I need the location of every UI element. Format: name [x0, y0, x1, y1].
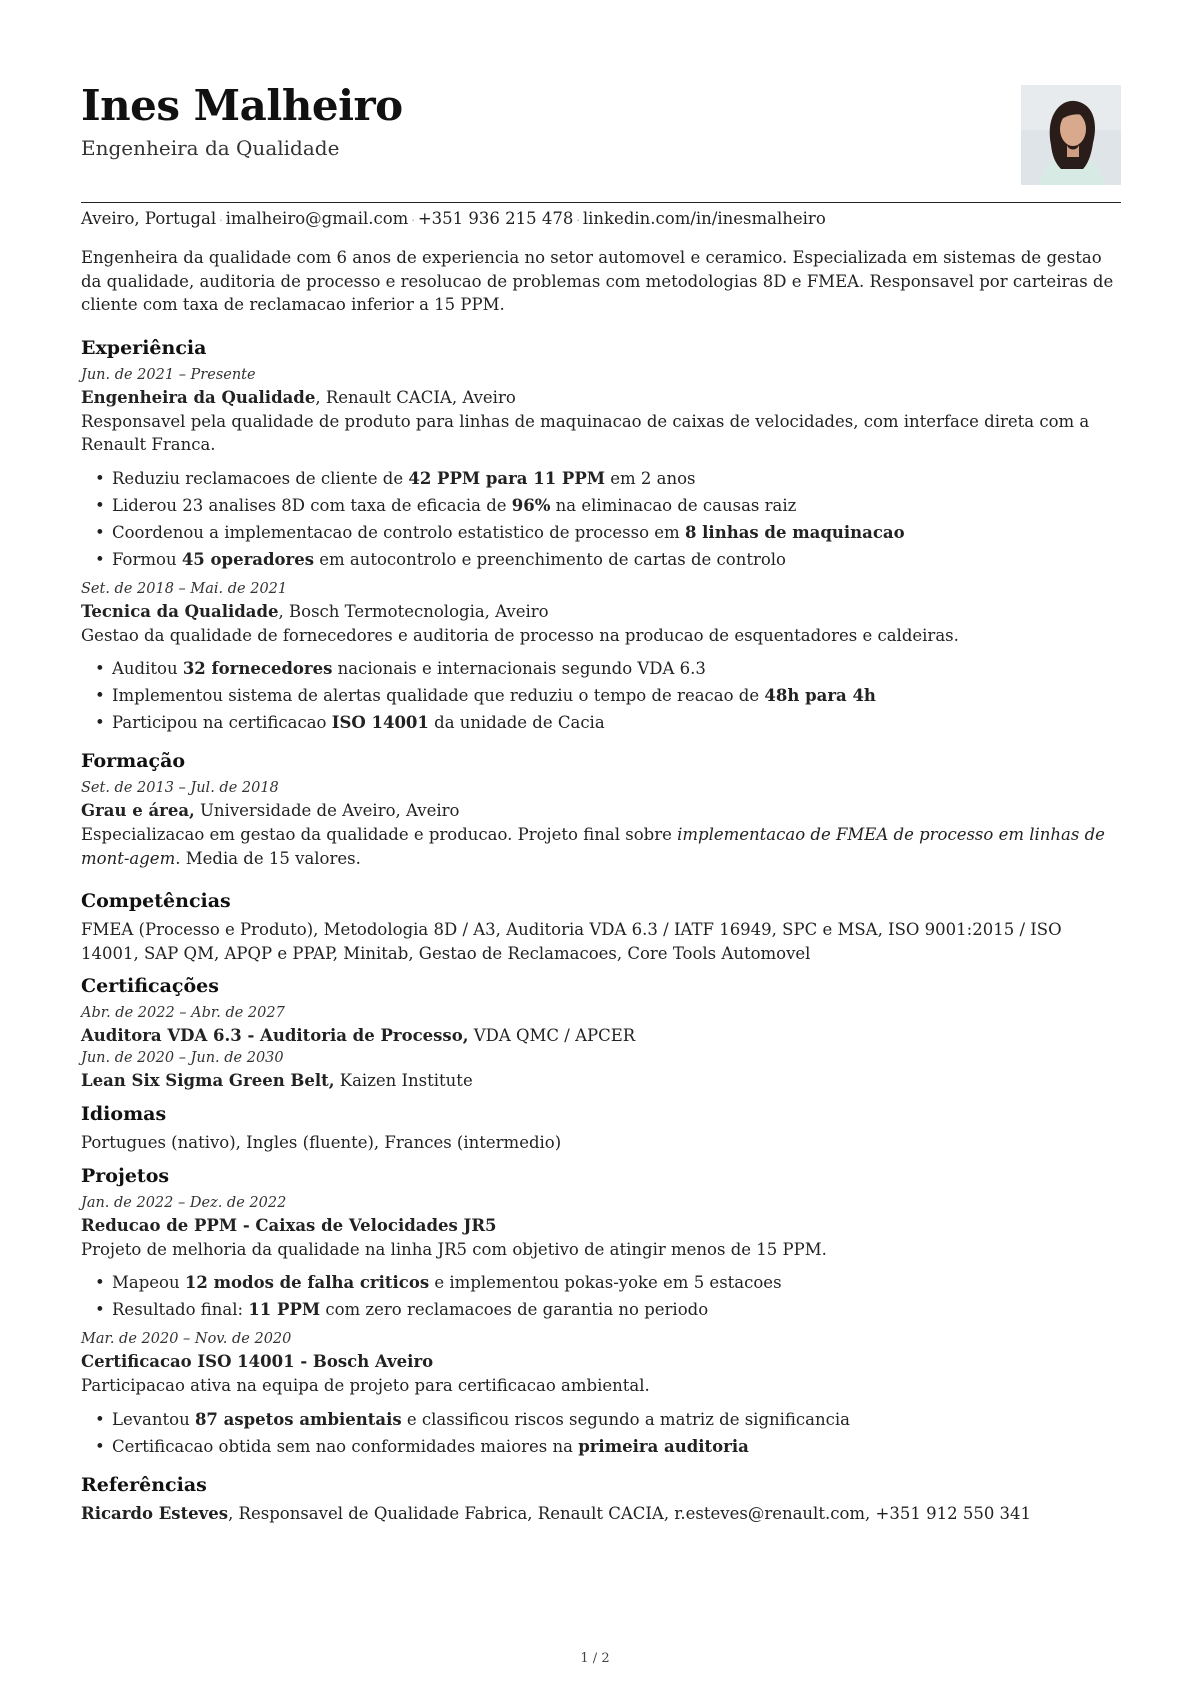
achievement-item: • Certificacao obtida sem nao conformidades maiores na primeira auditoria	[81, 1433, 1121, 1460]
entry-header	[81, 1068, 1121, 1093]
achievement-item: • Formou 45 operadores em autocontrolo e preenchimento de cartas de controlo	[81, 546, 1121, 573]
projects-section	[81, 1165, 1121, 1460]
professional-summary: Engenheira da qualidade com 6 anos de experiencia no setor automovel e ceramico. Especializada em sistemas de gestao da qualidade, auditoria de processo e resolucao de problemas com metodologias 8D e FMEA. Responsavel por carteiras de cliente com taxa de reclamacao inferior a 15 PPM.	[81, 248, 1114, 314]
entry-header	[81, 1023, 1121, 1048]
candidate-name: Ines Malheiro	[81, 81, 403, 130]
reference-entry	[81, 1502, 1121, 1526]
contact-location: Aveiro, Portugal	[81, 209, 217, 228]
entry-date: Mar. de 2020 – Nov. de 2020	[81, 1331, 292, 1347]
skills-list: FMEA (Processo e Produto), Metodologia 8D / A3, Auditoria VDA 6.3 / IATF 16949, SPC e MSA, ISO 9001:2015 / ISO 14001, SAP QM, APQP e PPAP, Minitab, Gestao de Reclamacoes, Core Tools Automovel	[81, 920, 1062, 963]
education-section	[81, 750, 1121, 870]
achievement-list	[81, 655, 1121, 736]
experience-entry	[81, 579, 1121, 737]
entry-description: Participacao ativa na equipa de projeto para certificacao ambiental.	[81, 1376, 650, 1395]
achievement-item: • Implementou sistema de alertas qualidade que reduziu o tempo de reacao de 48h para 4h	[81, 682, 1121, 709]
experience-section	[81, 337, 1121, 737]
achievement-item: • Liderou 23 analises 8D com taxa de eficacia de 96% na eliminacao de causas raiz	[81, 492, 1121, 519]
contact-line	[81, 209, 1121, 228]
certifications-heading: Certificações	[81, 975, 219, 997]
entry-date: Jun. de 2021 – Presente	[81, 366, 256, 383]
achievement-list	[81, 465, 1121, 573]
projects-heading: Projetos	[81, 1164, 170, 1187]
entry-header	[81, 599, 1121, 624]
job-role: Tecnica da Qualidade	[81, 601, 279, 621]
education-heading: Formação	[81, 750, 186, 772]
entry-date: Set. de 2018 – Mai. de 2021	[81, 580, 288, 597]
project-name: Certificacao ISO 14001 - Bosch Aveiro	[81, 1352, 434, 1371]
reference-details: , Responsavel de Qualidade Fabrica, Renault CACIA, r.esteves@renault.com, +351 912 550 341	[228, 1503, 1032, 1523]
achievement-item: • Reduziu reclamacoes de cliente de 42 PPM para 11 PPM em 2 anos	[81, 465, 1121, 492]
project-name: Reducao de PPM - Caixas de Velocidades JR5	[81, 1215, 497, 1235]
candidate-title: Engenheira da Qualidade	[81, 136, 340, 160]
entry-header	[81, 1349, 1121, 1374]
job-role: Engenheira da Qualidade	[81, 387, 316, 407]
page-number: 1 / 2	[580, 1651, 610, 1666]
certification-issuer: Kaizen Institute	[334, 1071, 473, 1090]
profile-photo-image	[1021, 85, 1121, 185]
entry-date: Jan. de 2022 – Dez. de 2022	[81, 1194, 287, 1211]
entry-header	[81, 1213, 1121, 1238]
certification-name: Lean Six Sigma Green Belt,	[81, 1071, 335, 1090]
experience-entry	[81, 365, 1121, 573]
achievement-item: • Coordenou a implementacao de controlo estatistico de processo em 8 linhas de maquinacao	[81, 519, 1121, 546]
skills-section	[81, 890, 1121, 965]
skills-heading: Competências	[81, 890, 231, 912]
header-divider	[81, 202, 1121, 203]
entry-date: Abr. de 2022 – Abr. de 2027	[81, 1005, 285, 1021]
certification-name: Auditora VDA 6.3 - Auditoria de Processo,	[81, 1026, 469, 1045]
contact-separator: ·	[219, 214, 223, 227]
project-entry	[81, 1329, 1121, 1460]
languages-section	[81, 1103, 1121, 1155]
experience-heading: Experiência	[81, 336, 207, 359]
entry-date: Jun. de 2020 – Jun. de 2030	[81, 1050, 284, 1066]
certification-entry	[81, 1048, 1121, 1093]
certification-issuer: VDA QMC / APCER	[468, 1026, 636, 1045]
achievement-list	[81, 1269, 1121, 1323]
school: Universidade de Aveiro, Aveiro	[194, 801, 460, 820]
certification-entry	[81, 1003, 1121, 1048]
job-org: , Renault CACIA, Aveiro	[315, 387, 516, 407]
contact-email[interactable]: imalheiro@gmail.com	[225, 209, 409, 228]
languages-heading: Idiomas	[81, 1103, 167, 1125]
references-section	[81, 1474, 1121, 1526]
entry-description: Responsavel pela qualidade de produto para linhas de maquinacao de caixas de velocidades, com interface direta com a Renault Franca.	[81, 411, 1090, 454]
entry-description: Projeto de melhoria da qualidade na linha JR5 com objetivo de atingir menos de 15 PPM.	[81, 1239, 827, 1259]
contact-linkedin[interactable]: linkedin.com/in/inesmalheiro	[582, 209, 826, 228]
degree: Grau e área,	[81, 801, 195, 820]
certifications-section	[81, 975, 1121, 1093]
reference-name: Ricardo Esteves	[81, 1503, 229, 1523]
achievement-list	[81, 1406, 1121, 1460]
education-description: Especializacao em gestao da qualidade e producao. Projeto final sobre implementacao de FMEA de processo em linhas de mont-agem. Media de 15 valores.	[81, 825, 1105, 868]
project-entry	[81, 1193, 1121, 1324]
achievement-item: • Participou na certificacao ISO 14001 da unidade de Cacia	[81, 709, 1121, 736]
entry-header	[81, 385, 1121, 410]
contact-separator: ·	[411, 214, 415, 227]
entry-date: Set. de 2013 – Jul. de 2018	[81, 780, 279, 796]
achievement-item: • Auditou 32 fornecedores nacionais e internacionais segundo VDA 6.3	[81, 655, 1121, 682]
profile-photo	[1021, 85, 1121, 185]
achievement-item: • Mapeou 12 modos de falha criticos e implementou pokas-yoke em 5 estacoes	[81, 1269, 1121, 1296]
references-heading: Referências	[81, 1473, 207, 1496]
contact-separator: ·	[576, 214, 580, 227]
achievement-item: • Resultado final: 11 PPM com zero reclamacoes de garantia no periodo	[81, 1296, 1121, 1323]
achievement-item: • Levantou 87 aspetos ambientais e classificou riscos segundo a matriz de significancia	[81, 1406, 1121, 1433]
contact-phone[interactable]: +351 936 215 478	[417, 209, 574, 228]
entry-header	[81, 798, 1121, 823]
entry-description: Gestao da qualidade de fornecedores e auditoria de processo na producao de esquentadores e caldeiras.	[81, 625, 959, 645]
resume-header	[81, 81, 1121, 202]
job-org: , Bosch Termotecnologia, Aveiro	[278, 601, 549, 621]
languages-list: Portugues (nativo), Ingles (fluente), Frances (intermedio)	[81, 1133, 562, 1152]
resume-page	[81, 63, 1121, 1525]
